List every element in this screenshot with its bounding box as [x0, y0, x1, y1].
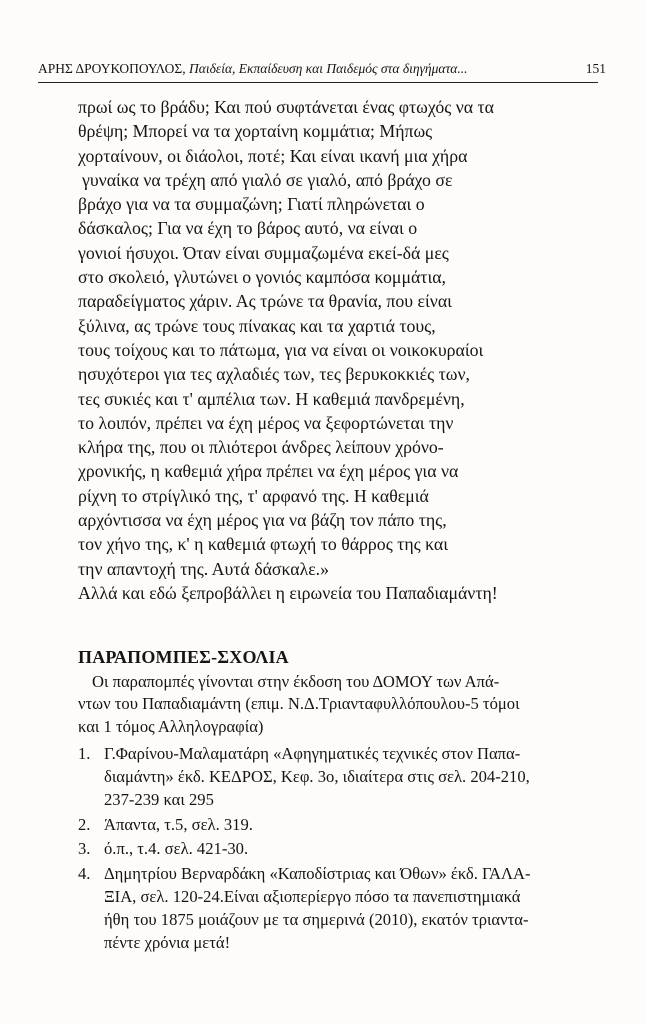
section-heading: ΠΑΡΑΠΟΜΠΕΣ-ΣΧΟΛΙΑ — [78, 647, 289, 667]
text-line: γονιοί ήσυχοι. Όταν είναι συμμαζωμένα εκεί-δά μες — [78, 242, 449, 263]
running-header — [38, 60, 606, 78]
note-text-line: ήθη του 1875 μοιάζουν με τα σημερινά (2010), εκατόν τριαντα- — [104, 909, 529, 929]
note-number: 2. — [78, 814, 91, 834]
text-line: ντων του Παπαδιαμάντη (επιμ. Ν.Δ.Τριανταφυλλόπουλου-5 τόμοι — [78, 694, 520, 714]
text-line: δάσκαλος; Για να έχη το βάρος αυτό, να είναι ο — [78, 218, 418, 239]
note-text-line: Γ.Φαρίνου-Μαλαματάρη «Αφηγηματικές τεχνικές στον Παπα- — [104, 744, 521, 763]
text-line: χρονικής, η καθεμιά χήρα πρέπει να έχη μέρος για να — [78, 461, 459, 482]
note-number: 4. — [78, 863, 91, 883]
text-line: χορταίνουν, οι διάολοι, ποτέ; Και είναι ικανή μια χήρα — [78, 145, 468, 166]
note-number: 3. — [78, 839, 91, 858]
text-line: Οι παραπομπές γίνονται στην έκδοση του ΔΟΜΟΥ των Απά- — [92, 672, 500, 691]
note-item — [78, 742, 598, 811]
text-line: ρίχνη το στρίγλικό της, τ' αρφανό της. Η καθεμιά — [78, 485, 429, 506]
header-book-title: Παιδεία, Εκπαίδευση και Παιδεμός στα διηγήματα... — [189, 61, 468, 76]
page-number: 151 — [585, 61, 606, 76]
text-line: θρέψη; Μπορεί να τα χορταίνη κομμάτια; Μήπως — [78, 121, 433, 142]
text-line: την απαντοχή της. Αυτά δάσκαλε.» — [78, 558, 330, 579]
note-text-line: διαμάντη» έκδ. ΚΕΔΡΟΣ, Κεφ. 3ο, ιδιαίτερα στις σελ. 204-210, — [104, 767, 530, 786]
text-line: αρχόντισσα να έχη μέρος για να βάζη τον πάπο της, — [78, 510, 447, 531]
closing-remark: Αλλά και εδώ ξεπροβάλλει η ειρωνεία του Παπαδιαμάντη! — [78, 582, 498, 603]
text-line: παραδείγματος χάριν. Ας τρώνε τα θρανία, που είναι — [78, 291, 452, 312]
note-text-line: ό.π., τ.4. σελ. 421-30. — [104, 839, 249, 858]
text-line: τον χήνο της, κ' η καθεμιά φτωχή το θάρρος της και — [78, 534, 449, 555]
header-rule — [38, 82, 598, 83]
header-author: ΑΡΗΣ ΔΡΟΥΚΟΠΟΥΛΟΣ, — [38, 61, 186, 76]
text-line: ησυχότεροι για τες αχλαδιές των, τες βερυκοκκιές των, — [78, 364, 470, 385]
note-text-line: Δημητρίου Βερναρδάκη «Καποδίστριας και Όθων» έκδ. ΓΑΛΑ- — [104, 863, 531, 883]
quoted-passage — [78, 95, 598, 605]
note-item — [78, 862, 598, 954]
text-line: πρωί ως το βράδυ; Και πού συφτάνεται ένας φτωχός να τα — [78, 97, 494, 117]
note-text-line: πέντε χρόνια μετά! — [104, 932, 231, 952]
text-line: τους τοίχους και το πάτωμα, για να είναι οι νοικοκυραίοι — [78, 339, 484, 360]
text-line: γυναίκα να τρέχη από γιαλό σε γιαλό, από βράχο σε — [82, 169, 453, 190]
text-line: και 1 τόμος Αλληλογραφία) — [78, 716, 264, 736]
note-number: 1. — [78, 744, 91, 763]
text-line: στο σκολειό, γλυτώνει ο γονιός καμπόσα κομμάτια, — [78, 267, 446, 288]
text-line: κλήρα της, που οι πλιότεροι άνδρες λείπουν χρόνο- — [78, 437, 444, 458]
note-text-line: 237-239 και 295 — [104, 790, 214, 809]
note-text-line: Άπαντα, τ.5, σελ. 319. — [104, 814, 253, 834]
note-item — [78, 813, 598, 836]
references-intro — [78, 671, 596, 738]
text-line: βράχο για να τα συμμαζώνη; Γιατί πληρώνεται ο — [78, 194, 425, 215]
note-item — [78, 837, 598, 860]
text-line: το λοιπόν, πρέπει να έχη μέρος να ξεφορτώνεται την — [78, 412, 454, 433]
notes-list — [78, 742, 598, 955]
text-line: τες συκιές και τ' αμπέλια των. Η καθεμιά πανδρεμένη, — [78, 388, 465, 409]
text-line: ξύλινα, ας τρώνε τους πίνακας και τα χαρτιά τους, — [78, 315, 436, 336]
note-text-line: ΞΙΑ, σελ. 120-24.Είναι αξιοπερίεργο πόσο τα πανεπιστημιακά — [104, 886, 521, 906]
